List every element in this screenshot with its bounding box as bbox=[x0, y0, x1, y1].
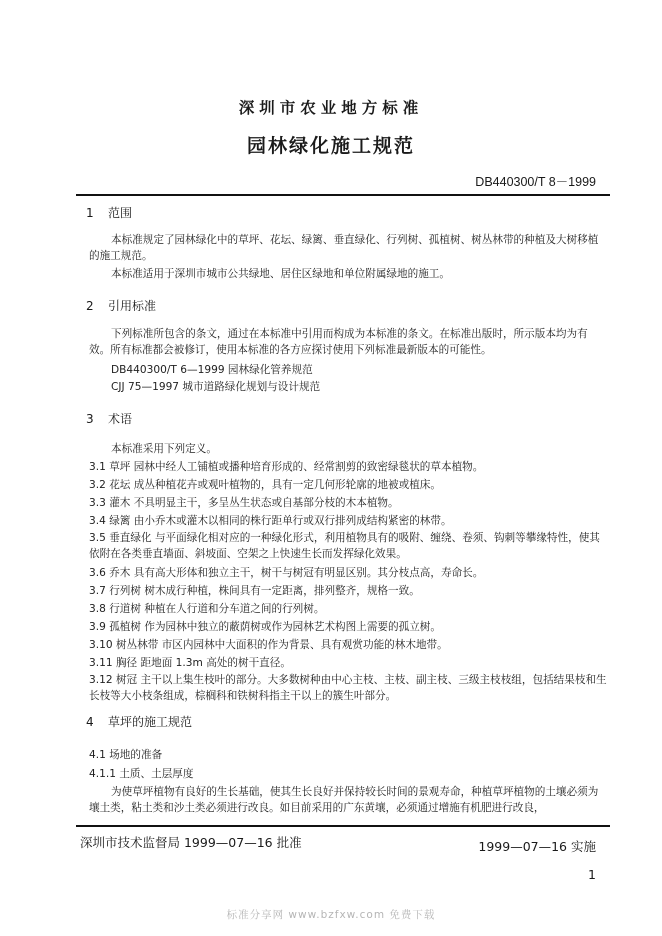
issuer-approval: 深圳市技术监督局 1999—07—16 批准 bbox=[80, 835, 302, 850]
section-number: 3 bbox=[86, 412, 94, 426]
footer-divider bbox=[76, 825, 610, 827]
subsection-heading: 4.1 场地的准备 bbox=[89, 749, 163, 761]
paragraph: 本标准规定了园林绿化中的草坪、花坛、绿篱、垂直绿化、行列树、孤植树、树丛林带的种植及大树移植的施工规范。 bbox=[89, 234, 599, 262]
page-title: 园林绿化施工规范 bbox=[246, 135, 415, 157]
standard-series: 深圳市农业地方标准 bbox=[238, 99, 424, 117]
term-item: 3.3 灌木 不具明显主干，多呈丛生状态或自基部分枝的木本植物。 bbox=[89, 497, 399, 509]
subsection-heading: 4.1.1 土质、土层厚度 bbox=[89, 768, 194, 780]
section-2-heading bbox=[86, 297, 156, 314]
watermark-text: 标准分享网 www.bzfxw.com 免费下载 bbox=[226, 909, 436, 921]
term-item: 3.9 孤植树 作为园林中独立的蔽荫树或作为园林艺术构图上需要的孤立树。 bbox=[89, 621, 441, 633]
section-title: 范围 bbox=[108, 206, 133, 220]
term-item: 3.6 乔木 具有高大形体和独立主干，树干与树冠有明显区别。其分枝点高，寿命长。 bbox=[89, 567, 484, 579]
header-divider bbox=[76, 194, 610, 196]
section-title: 草坪的施工规范 bbox=[108, 715, 193, 729]
paragraph: 本标准适用于深圳市城市公共绿地、居住区绿地和单位附属绿地的施工。 bbox=[111, 268, 450, 280]
section-3-heading bbox=[86, 410, 132, 427]
term-item: 3.10 树丛林带 市区内园林中大面积的作为背景、具有观赏功能的林木地带。 bbox=[89, 639, 448, 651]
reference-item: CJJ 75—1997 城市道路绿化规划与设计规范 bbox=[111, 381, 321, 393]
term-item: 3.8 行道树 种植在人行道和分车道之间的行列树。 bbox=[89, 603, 325, 615]
term-item: 3.12 树冠 主干以上集生枝叶的部分。大多数树种由中心主枝、主枝、副主枝、三级主枝枝组，包括结果枝和生长枝等大小枝条组成，棕榈科和铁树科指主干以上的簇生叶部分。 bbox=[89, 674, 607, 702]
implementation-date: 1999—07—16 实施 bbox=[478, 839, 596, 854]
section-4-heading bbox=[86, 713, 192, 730]
term-item: 3.7 行列树 树木成行种植，株间具有一定距离，排列整齐，规格一致。 bbox=[89, 585, 420, 597]
term-item: 3.2 花坛 成丛种植花卉或观叶植物的，具有一定几何形轮廓的地被或植床。 bbox=[89, 479, 441, 491]
paragraph: 下列标准所包含的条文，通过在本标准中引用而构成为本标准的条文。在标准出版时，所示版本均为有效。所有标准都会被修订，使用本标准的各方应探讨使用下列标准最新版本的可能性。 bbox=[89, 328, 588, 356]
paragraph: 本标准采用下列定义。 bbox=[111, 443, 217, 455]
section-number: 2 bbox=[86, 299, 94, 313]
term-item: 3.11 胸径 距地面 1.3m 高处的树干直径。 bbox=[89, 657, 291, 669]
term-item: 3.5 垂直绿化 与平面绿化相对应的一种绿化形式，利用植物具有的吸附、缠绕、卷须、钩刺等攀缘特性，使其依附在各类垂直墙面、斜坡面、空架之上快速生长而发挥绿化效果。 bbox=[89, 532, 600, 560]
paragraph: 为使草坪植物有良好的生长基础，使其生长良好并保持较长时间的景观寿命，种植草坪植物的土壤必须为壤土类，粘土类和沙土类必须进行改良。如目前采用的广东黄壤，必须通过增施有机肥进行改良， bbox=[89, 786, 599, 814]
term-item: 3.4 绿篱 由小乔木或灌木以相同的株行距单行或双行排列成结构紧密的林带。 bbox=[89, 515, 452, 527]
term-item: 3.1 草坪 园林中经人工铺植或播种培育形成的、经常割剪的致密绿毯状的草本植物。 bbox=[89, 461, 484, 473]
section-1-heading bbox=[86, 204, 132, 221]
reference-item: DB440300/T 6—1999 园林绿化管养规范 bbox=[111, 364, 313, 376]
section-title: 引用标准 bbox=[108, 299, 157, 313]
page-number: 1 bbox=[588, 867, 596, 882]
standard-code: DB440300/T 8－1999 bbox=[475, 175, 596, 189]
section-title: 术语 bbox=[108, 412, 133, 426]
section-number: 1 bbox=[86, 206, 94, 220]
section-number: 4 bbox=[86, 715, 94, 729]
